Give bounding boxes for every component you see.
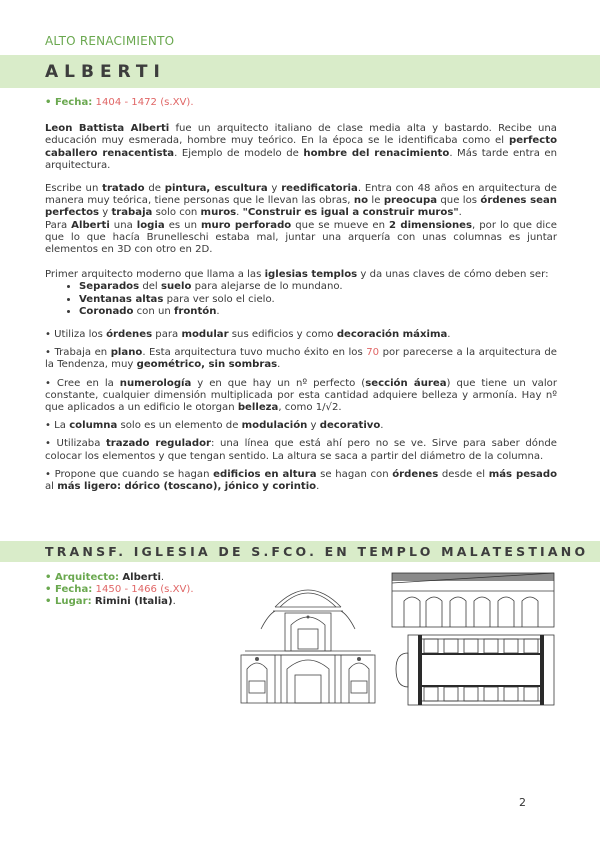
bullet-paragraph: • Propone que cuando se hagan edificios en altura se hagan con órdenes desde el más pesado al más ligero: dórico (toscano), jónico y corintio. (45, 468, 558, 493)
bullet-paragraph: • Utilizaba trazado regulador: una línea que está ahí pero no se ve. Sirve para saber dónde colocar los elementos y que tengan sentido. La altura se saca a partir del diámetro de la columna. (45, 438, 557, 462)
paragraph: Escribe un tratado de pintura, escultura y reedificatoria. Entra con 48 años en arquitectura de manera muy teórica, tiene personas que le llevan las obras, no le preocupa que los órdenes sean perfectos y trabaja solo con muros. "Construir es igual a construir muros". (45, 183, 557, 219)
fecha-label: Fecha: (54, 97, 93, 108)
info-architect: • Arquitecto: Alberti. (45, 572, 165, 583)
fecha-value: 1404 - 1472 (s.XV). (95, 97, 194, 108)
list-item: • Coronado con un frontón. (79, 306, 557, 318)
bullet-paragraph: • Utiliza los órdenes para modular sus edificios y como decoración máxima. (45, 329, 451, 341)
bullet-paragraph: • Trabaja en plano. Esta arquitectura tuvo mucho éxito en los 70 por parecerse a la arquitectura de la Tendenza, muy geométrico, sin sombras. (45, 347, 557, 371)
plan-and-section-drawing (390, 569, 556, 708)
section-body (45, 97, 557, 493)
supertitle: ALTO RENACIMIENTO (45, 34, 175, 48)
bullet-paragraph: • Cree en la numerología y en que hay un nº perfecto (sección áurea) que tiene un valor constante, cualquier dimensión multiplicada por esta cantidad adquiere belleza y armonía. Hay nº que aplicados a un edificio le otorgan belleza, como 1/√2. (45, 377, 557, 414)
section-title: ALBERTI (45, 62, 166, 82)
paragraph: Primer arquitecto moderno que llama a las iglesias templos y da unas claves de cómo deben ser: (45, 269, 549, 281)
list-item: • Ventanas altas para ver solo el cielo. (79, 294, 557, 306)
section2-info (45, 572, 235, 609)
info-date: • Fecha: 1450 - 1466 (s.XV). (45, 584, 194, 596)
page-number: 2 (519, 796, 526, 809)
paragraph: Leon Battista Alberti fue un arquitecto italiano de clase media alta y bastardo. Recibe una educación muy esmerada, hombre muy teórico. En la época se le identificaba como el perfecto caballero renacentista. Ejemplo de modelo de hombre del renacimiento. Más tarde entra en arquitectura. (45, 123, 558, 171)
info-place: • Lugar: Rimini (Italia). (45, 596, 176, 608)
fecha-line: • Fecha: 1404 - 1472 (s.XV). (45, 97, 194, 108)
section2-title: TRANSF. IGLESIA DE S.FCO. EN TEMPLO MALATESTIANO (45, 544, 589, 559)
facade-drawing (235, 571, 381, 708)
temple-keys-list (45, 281, 557, 318)
bullet-paragraph: • La columna solo es un elemento de modulación y decorativo. (45, 420, 384, 432)
paragraph: Para Alberti una logia es un muro perforado que se mueve en 2 dimensiones, por lo que dice que lo que hacía Brunelleschi estaba mal, juntar una arquería con unas columnas es juntar elementos en 3D con otro en 2D. (45, 219, 557, 256)
list-item: • Separados del suelo para alejarse de lo mundano. (79, 281, 557, 293)
